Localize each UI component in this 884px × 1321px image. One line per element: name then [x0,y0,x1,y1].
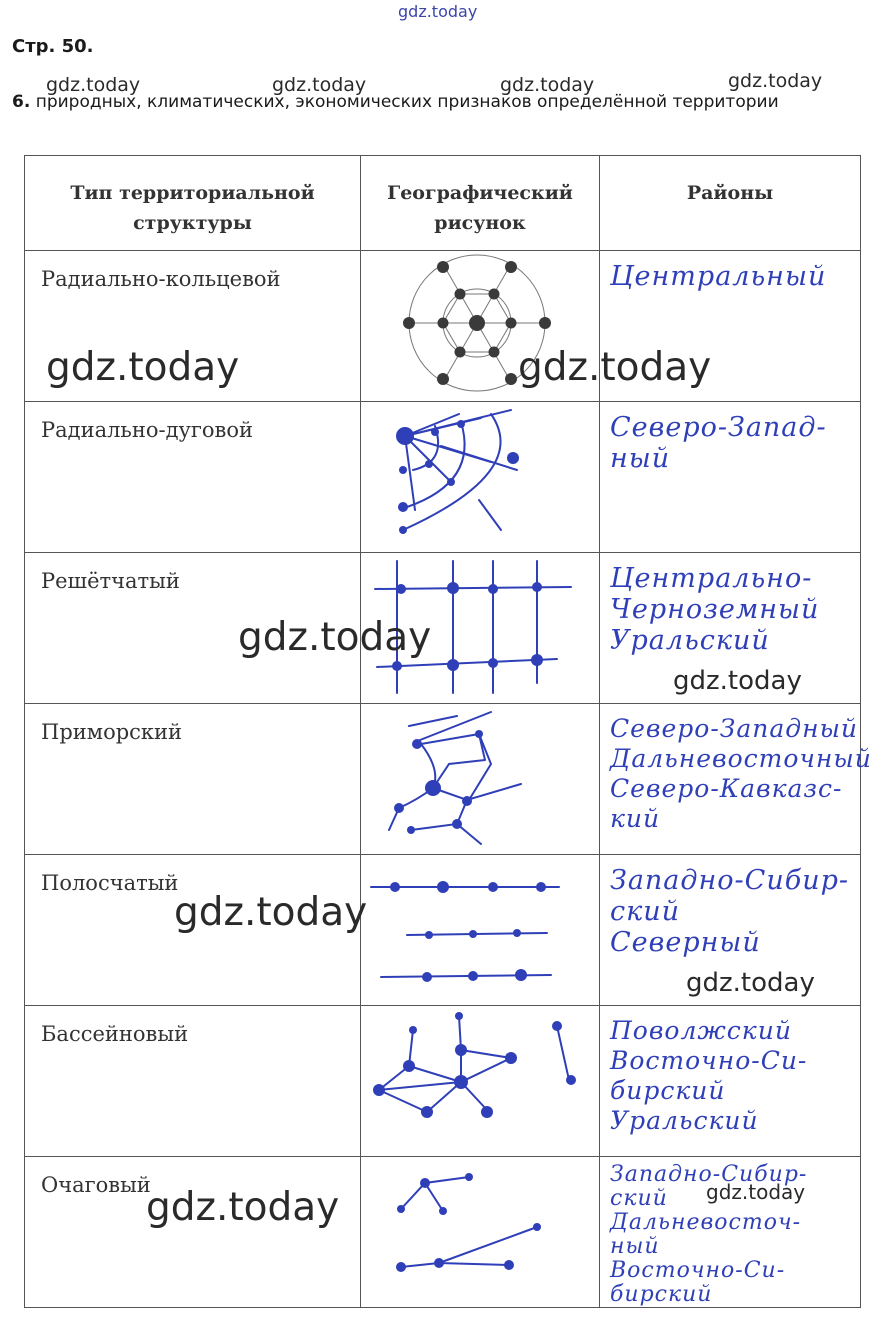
task-line [12,92,779,112]
region-line: Дальневосточный [610,744,872,773]
territorial-structure-table [24,155,872,1308]
structure-type: Бассейновый [41,1022,189,1046]
watermark-top: gdz.today [398,2,478,21]
radial-arc-diagram [361,402,600,552]
basin-diagram [361,1006,600,1156]
region-line: Дальневосточ- [610,1210,802,1235]
watermark: gdz.today [174,890,368,935]
watermark: gdz.today [673,666,802,696]
regions-cell [600,553,860,656]
watermark: gdz.today [518,345,712,390]
region-line: Восточно-Си- [610,1258,786,1283]
regions-cell [600,402,860,474]
table-row [25,704,861,855]
table-row [25,1006,861,1157]
structure-type: Решётчатый [41,569,180,593]
region-line: Западно-Сибир- [610,865,850,896]
header-regions: Районы [600,156,861,251]
structure-type: Полосчатый [41,871,179,895]
header-drawing: Географический рисунок [361,156,600,251]
watermark: gdz.today [46,345,240,390]
structure-type: Приморский [41,720,183,744]
regions-cell [600,1006,860,1136]
region-line: Черноземный [610,594,820,625]
region-line: Северо-Западный [610,714,859,743]
region-line: Уральский [610,625,770,656]
region-line: бирский [610,1076,726,1105]
task-text: природных, климатических, экономических признаков определённой территории [35,92,779,112]
watermark: gdz.today [238,615,432,660]
region-line: Уральский [610,1106,759,1135]
watermark: gdz.today [686,968,815,998]
region-line: бирский [610,1282,713,1307]
structure-type: Очаговый [41,1173,151,1197]
region-line: Северо-Запад- [610,412,827,443]
region-line: Центрально- [610,563,813,594]
regions-cell [600,704,872,834]
coastal-diagram [361,704,600,854]
watermark: gdz.today [272,74,367,96]
table-row [25,402,861,553]
region-line: ский [610,1186,668,1211]
structure-type: Радиально-кольцевой [41,267,281,291]
focal-diagram [361,1157,600,1307]
region-line: ный [610,1234,660,1259]
watermark: gdz.today [500,74,595,96]
watermark: gdz.today [728,70,823,92]
header-type: Тип территориальной структуры [25,156,361,251]
region-line: Северный [610,927,761,958]
region-line: Западно-Сибир- [610,1162,808,1187]
structure-type: Радиально-дуговой [41,418,253,442]
region-line: Восточно-Си- [610,1046,808,1075]
region-line: Северо-Кавказс- [610,774,843,803]
page-number: Стр. 50. [12,36,94,57]
strip-diagram [361,855,600,1005]
watermark: gdz.today [146,1185,340,1230]
table-header-row [25,156,861,251]
region-line: Центральный [610,261,827,292]
regions-cell [600,251,860,292]
region-line: ный [610,443,671,474]
region-line: ский [610,896,681,927]
task-number: 6. [12,92,31,112]
region-line: Поволжский [610,1016,792,1045]
regions-cell [600,855,860,958]
region-line: кий [610,804,661,833]
watermark: gdz.today [706,1180,806,1204]
watermark: gdz.today [46,74,141,96]
